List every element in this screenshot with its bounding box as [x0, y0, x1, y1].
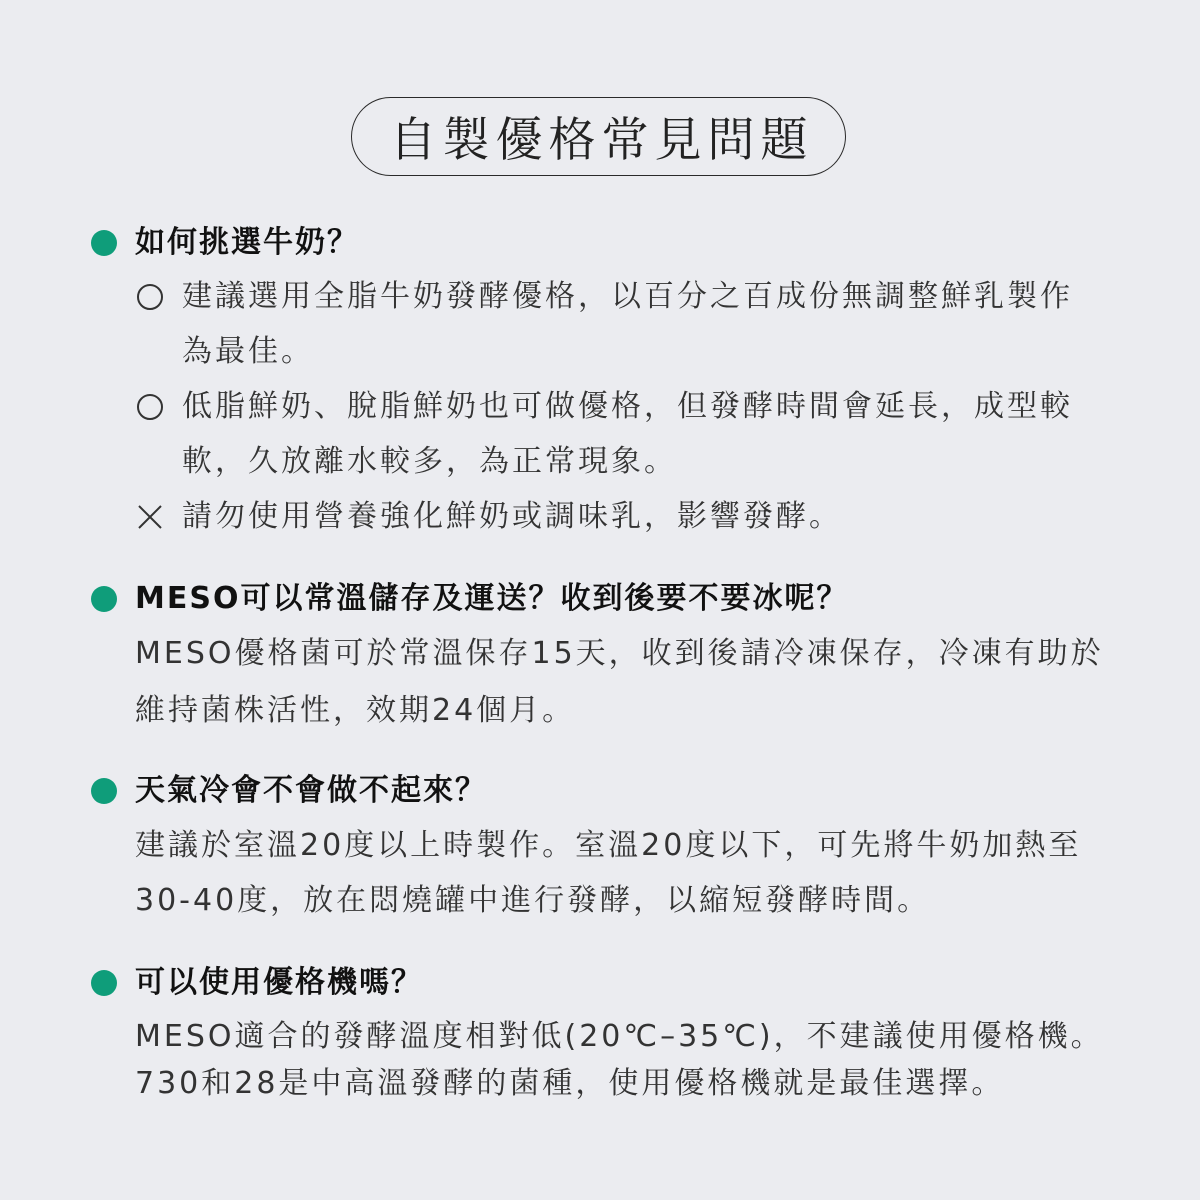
answer-line: MESO優格菌可於常溫保存15天，收到後請冷凍保存，冷凍有助於	[135, 636, 1104, 671]
question-heading: 如何挑選牛奶？	[135, 225, 359, 260]
green-bullet-icon	[91, 778, 117, 804]
green-bullet-icon	[91, 230, 117, 256]
page-title-pill	[351, 97, 846, 176]
green-bullet-icon	[91, 970, 117, 996]
answer-line: 請勿使用營養強化鮮奶或調味乳，影響發酵。	[182, 499, 842, 534]
page-title: 自製優格常見問題	[389, 113, 814, 168]
answer-line: 730和28是中高溫發酵的菌種，使用優格機就是最佳選擇。	[135, 1066, 1005, 1101]
circle-icon	[137, 394, 163, 420]
answer-line: 30-40度，放在悶燒罐中進行發酵，以縮短發酵時間。	[135, 883, 931, 918]
answer-line: 為最佳。	[182, 334, 314, 369]
question-heading: 天氣冷會不會做不起來？	[135, 773, 487, 808]
answer-line: 建議於室溫20度以上時製作。室溫20度以下，可先將牛奶加熱至	[135, 828, 1082, 863]
question-heading: 可以使用優格機嗎？	[135, 965, 423, 1000]
green-bullet-icon	[91, 586, 117, 612]
answer-line: 低脂鮮奶、脫脂鮮奶也可做優格，但發酵時間會延長，成型較	[182, 389, 1073, 424]
cross-icon	[137, 504, 163, 530]
answer-line: 軟，久放離水較多，為正常現象。	[182, 444, 677, 479]
answer-line: 維持菌株活性，效期24個月。	[135, 693, 576, 728]
answer-line: MESO適合的發酵溫度相對低(20℃–35℃)，不建議使用優格機。	[135, 1019, 1104, 1054]
question-heading: MESO可以常溫儲存及運送？收到後要不要冰呢？	[135, 581, 849, 616]
answer-line: 建議選用全脂牛奶發酵優格，以百分之百成份無調整鮮乳製作	[182, 279, 1073, 314]
circle-icon	[137, 284, 163, 310]
